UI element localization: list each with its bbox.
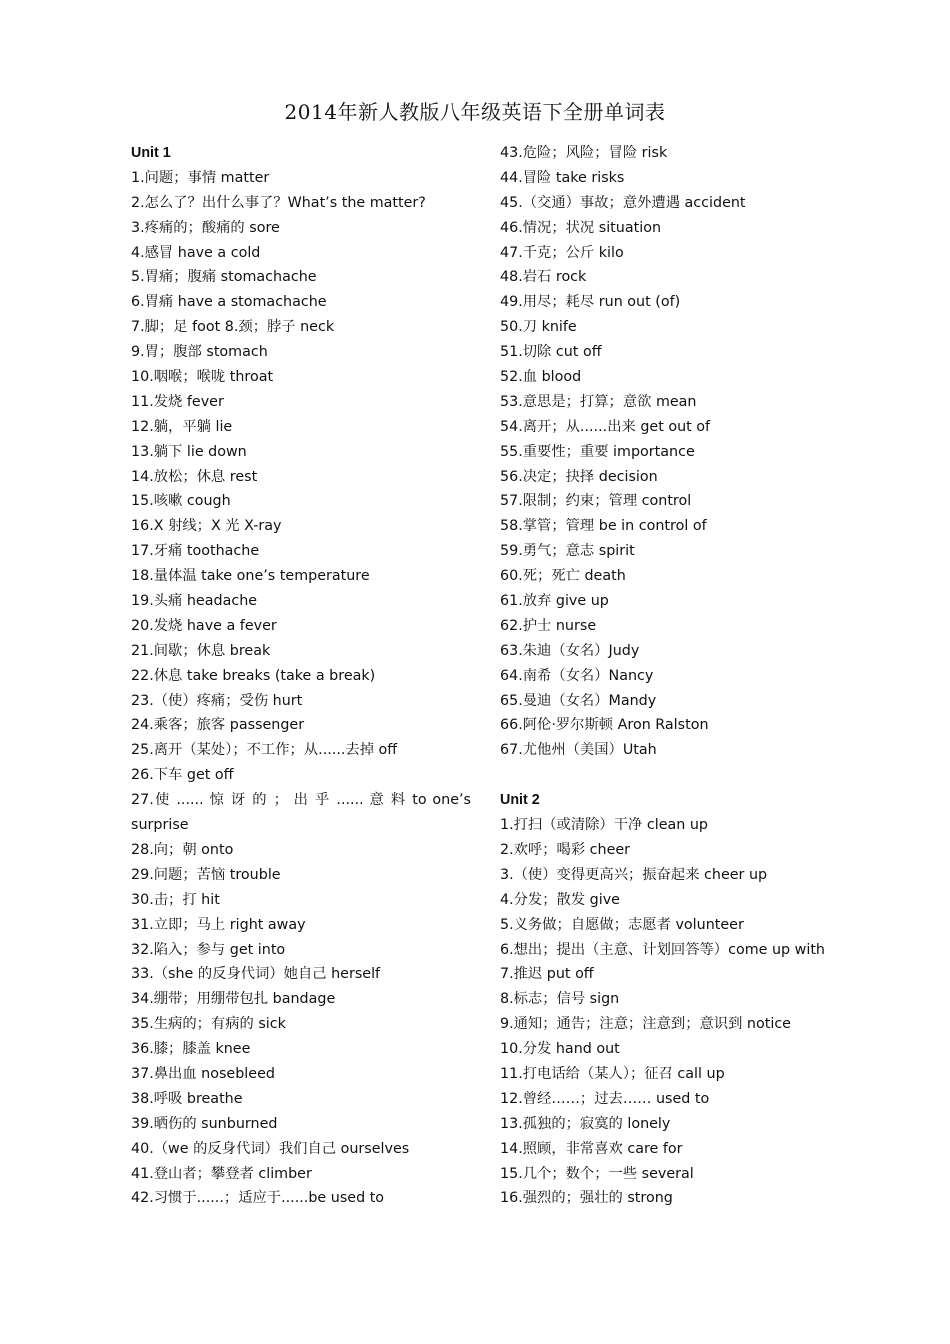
section-gap: [500, 763, 850, 788]
vocab-entry: 51.切除 cut off: [500, 344, 602, 361]
vocab-entry: 62.护士 nurse: [500, 617, 597, 634]
vocab-entry: 56.决定；抉择 decision: [500, 468, 658, 485]
vocab-entry: 11.打电话给（某人）；征召 call up: [500, 1065, 725, 1082]
vocab-entry: 14.放松；休息 rest: [131, 468, 258, 485]
vocab-entry: 33.（she 的反身代词）她自己 herself: [131, 966, 381, 983]
vocab-entry: 2.欢呼；喝彩 cheer: [500, 841, 631, 858]
vocab-entry: 35.生病的；有病的 sick: [131, 1016, 286, 1033]
vocab-entry: 54.离开；从......出来 get out of: [500, 418, 711, 435]
vocab-entry: 32.陷入；参与 get into: [131, 941, 286, 958]
vocab-entry: 3.疼痛的；酸痛的 sore: [131, 219, 280, 236]
vocab-entry: 1.问题；事情 matter: [131, 169, 270, 186]
vocab-entry: 55.重要性；重要 importance: [500, 443, 695, 460]
vocab-entry: 57.限制；约束；管理 control: [500, 493, 692, 510]
right-column: [500, 141, 850, 1211]
vocab-entry: 7.脚；足 foot 8.颈；脖子 neck: [131, 319, 335, 336]
left-column: [131, 141, 471, 1211]
vocab-entry: 59.勇气；意志 spirit: [500, 543, 635, 560]
vocab-entry: 44.冒险 take risks: [500, 169, 625, 186]
vocab-entry: 30.击；打 hit: [131, 891, 220, 908]
vocab-entry: 18.量体温 take one’s temperature: [131, 568, 370, 585]
vocab-entry: 4.分发；散发 give: [500, 891, 620, 908]
vocab-entry: 9.胃；腹部 stomach: [131, 344, 268, 361]
vocab-entry: 46.情况；状况 situation: [500, 219, 661, 236]
vocab-entry: 11.发烧 fever: [131, 393, 224, 410]
vocab-entry: 13.孤独的；寂寞的 lonely: [500, 1115, 671, 1132]
vocab-entry: 15.咳嗽 cough: [131, 493, 231, 510]
vocab-entry: 4.感冒 have a cold: [131, 244, 261, 261]
vocab-entry: 40.（we 的反身代词）我们自己 ourselves: [131, 1140, 410, 1157]
vocab-entry: 16.X 射线；X 光 X-ray: [131, 518, 282, 535]
vocab-entry: 58.掌管；管理 be in control of: [500, 518, 707, 535]
vocab-entry: 52.血 blood: [500, 369, 582, 386]
vocab-entry: 16.强烈的；强壮的 strong: [500, 1190, 673, 1207]
vocab-entry: 21.间歇；休息 break: [131, 642, 271, 659]
vocab-entry: 20.发烧 have a fever: [131, 617, 277, 634]
vocab-entry: 3.（使）变得更高兴；振奋起来 cheer up: [500, 866, 768, 883]
vocab-entry: 5.胃痛；腹痛 stomachache: [131, 269, 317, 286]
vocab-entry: 5.义务做；自愿做；志愿者 volunteer: [500, 916, 744, 933]
vocab-entry: 36.膝；膝盖 knee: [131, 1041, 251, 1058]
vocab-entry: 38.呼吸 breathe: [131, 1090, 243, 1107]
vocab-entry: 24.乘客；旅客 passenger: [131, 717, 305, 734]
vocab-entry: 50.刀 knife: [500, 319, 577, 336]
vocab-entry: 6.想出；提出（主意、计划回答等）come up with: [500, 941, 825, 958]
vocab-entry: 17.牙痛 toothache: [131, 543, 260, 560]
vocab-entry: 19.头痛 headache: [131, 593, 258, 610]
vocab-entry: 63.朱迪（女名）Judy: [500, 642, 640, 659]
vocab-entry: 61.放弃 give up: [500, 593, 609, 610]
vocab-entry: 6.胃痛 have a stomachache: [131, 294, 327, 311]
vocab-entry: 9.通知；通告；注意；注意到；意识到 notice: [500, 1016, 791, 1033]
vocab-entry: 13.躺下 lie down: [131, 443, 247, 460]
vocab-entry: 37.鼻出血 nosebleed: [131, 1065, 275, 1082]
vocab-entry: 42.习惯于......；适应于......be used to: [131, 1190, 385, 1207]
vocab-entry: 64.南希（女名）Nancy: [500, 667, 654, 684]
vocab-entry: 28.向；朝 onto: [131, 841, 234, 858]
vocab-entry: 14.照顾，非常喜欢 care for: [500, 1140, 683, 1157]
vocab-entry: 29.问题；苦恼 trouble: [131, 866, 281, 883]
vocab-entry: 53.意思是；打算；意欲 mean: [500, 393, 697, 410]
vocab-entry: 60.死；死亡 death: [500, 568, 626, 585]
vocab-entry: 26.下车 get off: [131, 767, 234, 784]
vocab-entry: 31.立即；马上 right away: [131, 916, 306, 933]
vocab-entry: 27.使 ...... 惊 讶 的 ； 出 乎 ...... 意 料 to one’s surprise: [131, 792, 471, 834]
vocab-entry: 22.休息 take breaks (take a break): [131, 667, 376, 684]
vocab-entry: 15.几个；数个；一些 several: [500, 1165, 694, 1182]
vocab-entry: 65.曼迪（女名）Mandy: [500, 692, 657, 709]
vocab-entry: 2.怎么了？出什么事了？What’s the matter?: [131, 194, 426, 211]
vocab-entry: 10.咽喉；喉咙 throat: [131, 369, 274, 386]
vocab-entry: 10.分发 hand out: [500, 1041, 620, 1058]
vocab-entry: 34.绷带；用绷带包扎 bandage: [131, 991, 336, 1008]
vocab-entry: 8.标志；信号 sign: [500, 991, 620, 1008]
document-title: 2014年新人教版八年级英语下全册单词表: [284, 100, 666, 124]
vocab-entry: 48.岩石 rock: [500, 269, 587, 286]
vocab-entry: 66.阿伦·罗尔斯顿 Aron Ralston: [500, 717, 709, 734]
vocab-entry: 43.危险；风险；冒险 risk: [500, 145, 668, 161]
vocab-entry: 7.推迟 put off: [500, 966, 594, 983]
vocab-entry: 25.离开（某处）；不工作；从......去掉 off: [131, 742, 398, 759]
vocab-entry: 47.千克；公斤 kilo: [500, 244, 624, 261]
unit-heading: Unit 1: [131, 145, 171, 161]
vocab-entry: 41.登山者；攀登者 climber: [131, 1165, 312, 1182]
vocab-entry: 1.打扫（或清除）干净 clean up: [500, 817, 708, 834]
vocab-entry: 49.用尽；耗尽 run out (of): [500, 294, 681, 311]
vocab-entry: 12.曾经……；过去…… used to: [500, 1090, 710, 1107]
vocab-entry: 12.躺，平躺 lie: [131, 418, 233, 435]
vocab-entry: 23.（使）疼痛；受伤 hurt: [131, 692, 303, 709]
vocab-entry: 67.尤他州（美国）Utah: [500, 742, 657, 759]
vocab-entry: 45.（交通）事故；意外遭遇 accident: [500, 194, 746, 211]
vocab-entry: 39.晒伤的 sunburned: [131, 1115, 278, 1132]
unit-heading: Unit 2: [500, 792, 540, 809]
